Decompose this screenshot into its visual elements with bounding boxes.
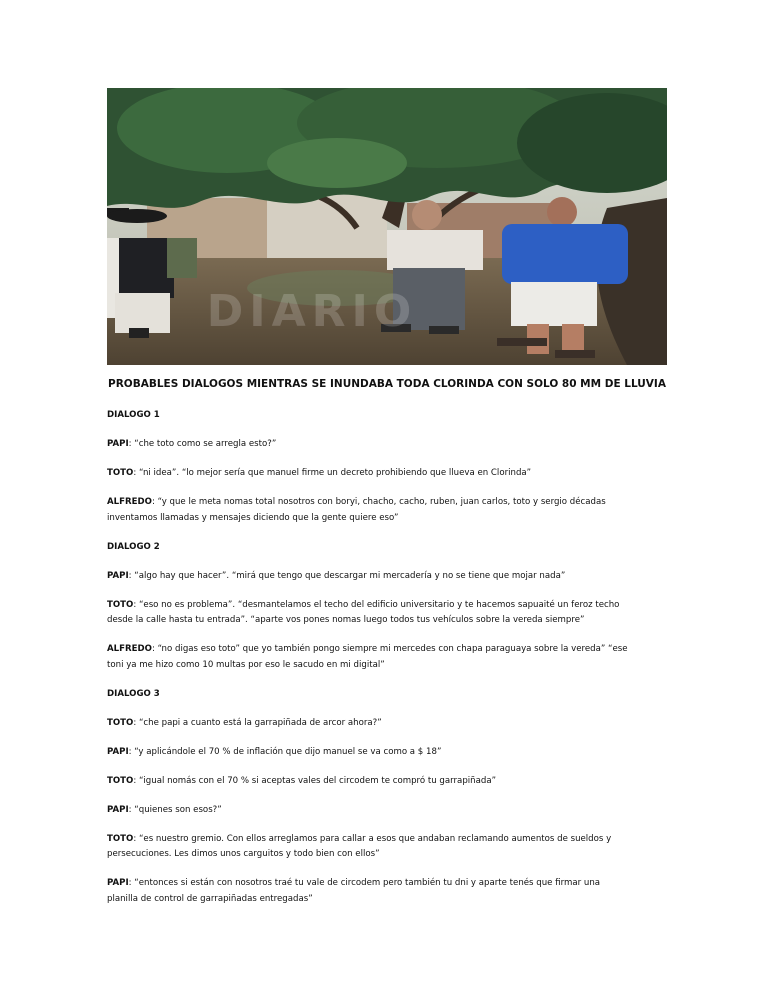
speaker-name: ALFREDO [107,497,152,507]
dialog-line [107,598,667,614]
dialog-heading: DIALOGO 3 [107,688,160,699]
dialog-line [107,495,667,511]
dialog-line [107,569,667,585]
dialog-line [107,832,667,848]
dialog-line [107,847,667,863]
speaker-name: TOTO [107,468,134,478]
speaker-name: PAPI [107,570,129,581]
dialog-line [107,511,667,527]
dialog-line [107,803,667,819]
speaker-name: TOTO [107,833,134,844]
dialog-text: toni ya me hizo como 10 multas por eso le sacudo en mi digital” [107,659,385,670]
dialog-text: : “y que le meta nomas total nosotros con boryi, chacho, cacho, ruben, juan carlos, toto y sergio décadas [151,497,606,507]
dialog-line [107,658,667,674]
page-title: PROBABLES DIALOGOS MIENTRAS SE INUNDABA TODA CLORINDA CON SOLO 80 MM DE LLUVIA [108,378,666,390]
dialog-line [107,437,667,453]
dialog-text: planilla de control de garrapiñadas entregadas” [107,893,313,904]
dialog-line [107,876,667,892]
dialog-text: : “ni idea”. “lo mejor sería que manuel firme un decreto prohibiendo que llueva en Clorinda” [133,468,532,478]
dialog-text: : “y aplicándole el 70 % de inflación que dijo manuel se va como a $ 18” [128,746,442,757]
photo-watermark: DIARIO [206,286,418,337]
dialog-text: inventamos llamadas y mensajes diciendo que la gente quiere eso” [107,512,399,523]
speaker-name: TOTO [107,717,134,728]
dialog-line [107,892,667,908]
dialog-text: desde la calle hasta tu entrada”. “aparte vos pones nomas luego todos tus vehículos sobre la vereda siempre” [107,615,585,625]
dialog-text: : “che toto como se arregla esto?” [128,439,277,449]
speaker-name: ALFREDO [107,644,152,654]
dialog-text: : “eso no es problema”. “desmantelamos el techo del edificio universitario y te hacemos sapuaité un feroz techo [133,599,620,610]
dialog-text: : “igual nomás con el 70 % si aceptas vales del circodem te compró tu garrapiñada” [133,775,497,786]
speaker-name: PAPI [107,439,129,449]
speaker-name: PAPI [107,746,129,757]
dialog-heading: DIALOGO 2 [107,541,160,552]
dialog-body [107,408,667,921]
dialog-heading: DIALOGO 1 [107,410,160,420]
dialog-text: : “che papi a cuanto está la garrapiñada de arcor ahora?” [133,717,382,728]
dialog-text: : “algo hay que hacer”. “mirá que tengo que descargar mi mercadería y no se tiene que mojar nada” [128,570,566,581]
dialog-line [107,745,667,761]
dialog-line [107,613,667,629]
dialog-text: : “no digas eso toto” que yo también pongo siempre mi mercedes con chapa paraguaya sobre la vereda” “ese [151,644,628,654]
speaker-name: PAPI [107,878,129,888]
dialog-line [107,774,667,790]
dialog-text: : “entonces si están con nosotros traé tu vale de circodem pero también tu dni y aparte tenés que firmar una [128,878,601,888]
dialog-line [107,716,667,732]
dialog-text: : “es nuestro gremio. Con ellos arreglamos para callar a esos que andaban reclamando aumentos de sueldos y [133,833,612,844]
speaker-name: TOTO [107,775,134,786]
dialog-line [107,642,667,658]
news-photo [107,88,667,365]
dialog-line [107,466,667,482]
dialog-text: : “quienes son esos?” [128,804,222,815]
speaker-name: PAPI [107,804,129,815]
dialog-text: persecuciones. Les dimos unos carguitos y todo bien con ellos” [107,849,380,859]
speaker-name: TOTO [107,599,134,610]
